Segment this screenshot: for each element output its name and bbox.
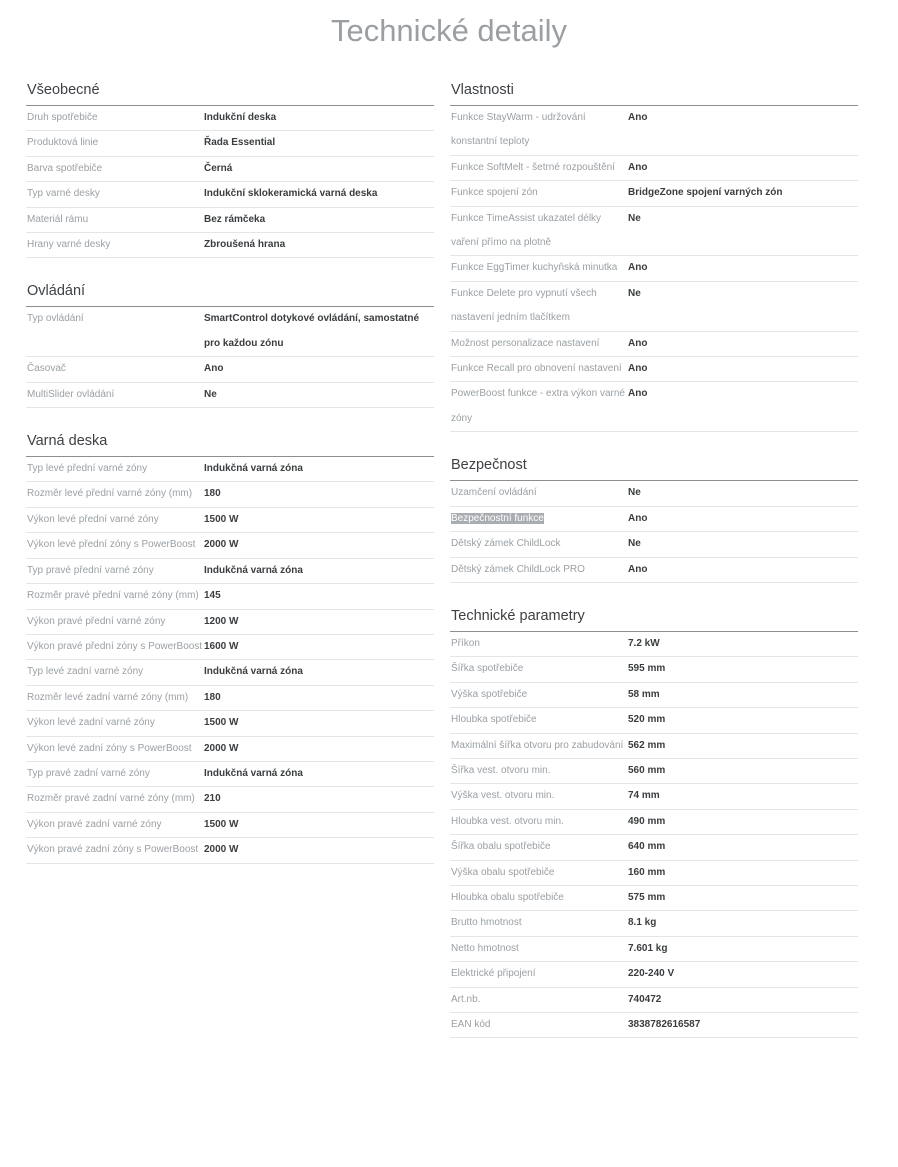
section-title: Vlastnosti [450,79,858,106]
spec-label-text: Typ ovládání [27,313,84,325]
spec-label-text: Výkon pravé přední zóny s PowerBoost [27,640,203,652]
spec-value: 180 [204,691,221,703]
spec-label [26,610,204,634]
spec-value: BridgeZone spojení varných zón [628,187,783,199]
spec-row [26,307,434,357]
spec-label [450,657,628,681]
spec-label [26,686,204,710]
spec-label [450,835,628,859]
spec-value: 520 mm [628,714,666,726]
spec-row [450,734,858,759]
spec-row [450,106,858,156]
spec-row [450,507,858,532]
spec-label-text: Uzamčení ovládání [451,487,537,499]
spec-label [26,208,204,232]
spec-value: Ne [628,487,641,499]
spec-row [26,508,434,533]
spec-label [26,533,204,557]
spec-row [26,686,434,711]
spec-label [450,886,628,910]
spec-label [450,1013,628,1037]
spec-value: 490 mm [628,815,666,827]
spec-label [450,988,628,1012]
spec-value: Bez rámčeka [204,213,266,225]
spec-label [26,660,204,684]
spec-value: Zbroušená hrana [204,239,286,251]
spec-label [26,106,204,130]
spec-label-text: Hloubka obalu spotřebiče [451,891,564,903]
spec-label-text: Rozměr pravé přední varné zóny (mm) [27,590,199,602]
spec-row [450,207,858,257]
spec-row [450,861,858,886]
spec-label-text: Výkon levé zadní zóny s PowerBoost [27,742,192,754]
spec-label [26,838,204,862]
page-title: Technické detaily [330,13,568,48]
left-column [26,79,434,886]
spec-label [26,787,204,811]
spec-label [26,559,204,583]
spec-label-text: Časovač [27,363,66,375]
spec-label [26,157,204,181]
section-title: Ovládání [26,280,434,307]
spec-value: 1600 W [204,640,239,652]
right-column [450,79,858,1060]
spec-label [26,357,204,381]
spec-row [26,208,434,233]
spec-row [26,457,434,482]
spec-label-text: Maximální šířka otvoru pro zabudování [451,739,624,751]
spec-label-text: Hloubka spotřebiče [451,714,537,726]
spec-label-text: Funkce Delete pro vypnutí všech nastavení jedním tlačítkem [451,287,597,324]
spec-label-text: Funkce Recall pro obnovení nastavení [451,363,622,375]
spec-label [450,106,628,155]
spec-label [26,737,204,761]
spec-row [450,558,858,583]
spec-label-text: Funkce StayWarm - udržování konstantní teploty [451,112,586,148]
spec-label [26,584,204,608]
spec-label [26,307,204,356]
spec-label [26,635,204,659]
spec-row [450,911,858,936]
spec-row [26,610,434,635]
spec-label-text: Typ pravé přední varné zóny [27,564,154,576]
section-ovladani [26,280,434,408]
spec-label [450,382,628,431]
spec-row [450,282,858,332]
spec-list [26,307,434,408]
spec-label-text: Výška spotřebiče [451,688,528,700]
spec-label-text: Netto hmotnost [451,942,519,954]
spec-row [26,233,434,258]
spec-value: 1500 W [204,818,239,830]
spec-row [26,787,434,812]
spec-value: Ano [628,161,648,173]
spec-row [450,481,858,506]
spec-row [26,711,434,736]
spec-value: 2000 W [204,844,239,856]
spec-label-text: Dětský zámek ChildLock PRO [451,563,585,575]
spec-label [450,683,628,707]
spec-row [450,937,858,962]
spec-label-text: Typ varné desky [27,188,100,200]
spec-row [450,988,858,1013]
spec-label-text: Funkce SoftMelt - šetrné rozpouštění [451,161,615,173]
spec-value: Indukční deska [204,112,277,123]
spec-value: 1500 W [204,717,239,729]
spec-value: 560 mm [628,764,666,776]
spec-label-text: Funkce spojení zón [451,187,538,199]
spec-value: 180 [204,488,221,500]
spec-label-text: Hloubka vest. otvoru min. [451,815,564,827]
spec-value: 640 mm [628,841,666,853]
spec-value: 7.2 kW [628,637,660,649]
spec-list [450,481,858,583]
spec-value: Ano [628,563,648,575]
spec-label-text: Funkce EggTimer kuchyňská minutka [451,262,618,274]
spec-label-text: Rozměr pravé zadní varné zóny (mm) [27,793,195,805]
spec-label [26,508,204,532]
spec-label [26,762,204,786]
spec-value: Indukční sklokeramická varná deska [204,188,378,200]
spec-value: Ano [628,512,648,524]
spec-value: Ano [628,363,648,375]
spec-row [450,1013,858,1038]
spec-label-text: EAN kód [451,1019,491,1030]
section-title: Bezpečnost [450,454,858,481]
spec-row [26,660,434,685]
spec-label-text: Typ levé zadní varné zóny [27,666,144,678]
spec-label-text: Výkon pravé přední varné zóny [27,615,166,627]
spec-label [26,711,204,735]
spec-value: Řada Essential [204,137,276,149]
spec-list [450,632,858,1039]
spec-value: Černá [204,162,233,174]
spec-row [26,357,434,382]
section-vseobecne [26,79,434,258]
spec-value: Indukčná varná zóna [204,463,303,475]
spec-label-text: Typ levé přední varné zóny [27,463,148,475]
spec-row [450,332,858,357]
spec-row [450,181,858,206]
spec-label [450,156,628,180]
spec-value: 2000 W [204,742,239,754]
spec-row [26,533,434,558]
spec-label [450,810,628,834]
spec-label [450,332,628,356]
spec-label [450,256,628,280]
spec-label-text: Výkon pravé zadní varné zóny [27,818,162,830]
spec-label [450,282,628,331]
spec-label-text: Výkon levé přední varné zóny [27,513,159,525]
spec-label-text: Hrany varné desky [27,239,111,251]
spec-row [450,632,858,657]
spec-label [450,708,628,732]
spec-value: 145 [204,590,221,602]
section-title: Varná deska [26,430,434,457]
spec-label-text: Výkon levé přední zóny s PowerBoost [27,539,196,551]
spec-value: 7.601 kg [628,942,668,954]
section-title: Všeobecné [26,79,434,106]
spec-row [26,106,434,131]
section-varna-deska [26,430,434,864]
spec-value: Ano [628,262,648,274]
spec-label-text: Šířka spotřebiče [451,663,524,675]
spec-label-text: Výška obalu spotřebiče [451,866,555,878]
spec-row [450,357,858,382]
spec-list [450,106,858,432]
spec-label [450,181,628,205]
spec-row [26,131,434,156]
spec-value: 1200 W [204,615,239,627]
spec-label [26,233,204,257]
spec-label [26,457,204,481]
section-bezpecnost [450,454,858,583]
spec-label [26,182,204,206]
spec-value: SmartControl dotykové ovládání, samostatné pro každou zónu [204,313,420,349]
spec-value: Indukčná varná zóna [204,564,303,576]
spec-row [450,835,858,860]
spec-label-text: Materiál rámu [27,213,89,225]
spec-row [450,156,858,181]
spec-label-text: Rozměr levé přední varné zóny (mm) [27,488,193,500]
spec-value: 210 [204,793,221,805]
spec-value: 3838782616587 [628,1019,701,1030]
spec-label-text: Výkon pravé zadní zóny s PowerBoost [27,844,199,856]
spec-row [450,784,858,809]
spec-label-text: Druh spotřebiče [27,112,98,123]
spec-value: Ano [628,112,648,123]
spec-label [450,784,628,808]
spec-value: Indukčná varná zóna [204,767,303,779]
spec-value: 740472 [628,993,662,1005]
spec-row [26,482,434,507]
spec-label [450,357,628,381]
spec-row [26,635,434,660]
spec-label-text: MultiSlider ovládání [27,388,115,400]
spec-row [450,962,858,987]
spec-label [26,813,204,837]
spec-label [450,937,628,961]
spec-row [450,256,858,281]
spec-label-text: Šířka obalu spotřebiče [451,841,551,853]
spec-row [26,157,434,182]
spec-label [450,962,628,986]
spec-label-text: Barva spotřebiče [27,162,103,174]
spec-row [450,708,858,733]
spec-value: 2000 W [204,539,239,551]
spec-row [26,762,434,787]
spec-label [450,207,628,256]
spec-label [450,911,628,935]
section-title: Technické parametry [450,605,858,632]
spec-value: 8.1 kg [628,917,657,929]
spec-label [450,558,628,582]
spec-value: 160 mm [628,866,666,878]
section-technicke-parametry [450,605,858,1039]
spec-label-text: Produktová linie [27,137,99,149]
spec-value: Ne [204,388,217,400]
spec-label [450,481,628,505]
spec-row [450,382,858,432]
spec-label-text: Dětský zámek ChildLock [451,538,561,550]
spec-label-text: Art.nb. [451,993,481,1005]
spec-row [450,886,858,911]
spec-row [450,759,858,784]
spec-value: Ne [628,212,641,224]
spec-value: 58 mm [628,688,660,700]
spec-label [450,532,628,556]
spec-row [26,383,434,408]
spec-value: 1500 W [204,513,239,525]
spec-label-text: PowerBoost funkce - extra výkon varné zóny [451,388,625,424]
spec-label [450,759,628,783]
spec-label [450,861,628,885]
spec-label [450,632,628,656]
spec-value: Ne [628,538,641,550]
spec-list [26,106,434,258]
spec-row [450,683,858,708]
spec-label-text: Funkce TimeAssist ukazatel délky vaření přímo na plotně [451,212,602,249]
spec-label-text: Možnost personalizace nastavení [451,337,600,349]
spec-row [26,838,434,863]
spec-label [26,131,204,155]
spec-label [26,482,204,506]
spec-label-text: Bezpečnostní funkce [451,512,544,524]
spec-label-text: Výkon levé zadní varné zóny [27,717,155,729]
spec-row [26,737,434,762]
spec-row [26,584,434,609]
spec-label [450,507,628,531]
spec-value: Ne [628,287,641,299]
spec-label [450,734,628,758]
spec-label-text: Brutto hmotnost [451,917,522,929]
spec-label-text: Typ pravé zadní varné zóny [27,767,150,779]
spec-value: Ano [204,363,224,375]
spec-label-text: Příkon [451,637,480,649]
spec-value: Ano [628,388,648,400]
spec-value: Indukčná varná zóna [204,666,303,678]
spec-label [26,383,204,407]
spec-label-text: Elektrické připojení [451,968,536,980]
spec-value: Ano [628,337,648,349]
spec-value: 595 mm [628,663,666,675]
section-vlastnosti [450,79,858,432]
spec-value: 220-240 V [628,968,675,980]
spec-row [26,813,434,838]
spec-row [26,182,434,207]
spec-row [26,559,434,584]
spec-row [450,810,858,835]
spec-value: 74 mm [628,790,660,802]
spec-label-text: Rozměr levé zadní varné zóny (mm) [27,691,189,703]
spec-label-text: Výška vest. otvoru min. [451,790,555,802]
spec-row [450,532,858,557]
spec-list [26,457,434,864]
spec-row [450,657,858,682]
spec-value: 575 mm [628,891,666,903]
spec-label-text: Šířka vest. otvoru min. [451,764,551,776]
spec-value: 562 mm [628,739,666,751]
